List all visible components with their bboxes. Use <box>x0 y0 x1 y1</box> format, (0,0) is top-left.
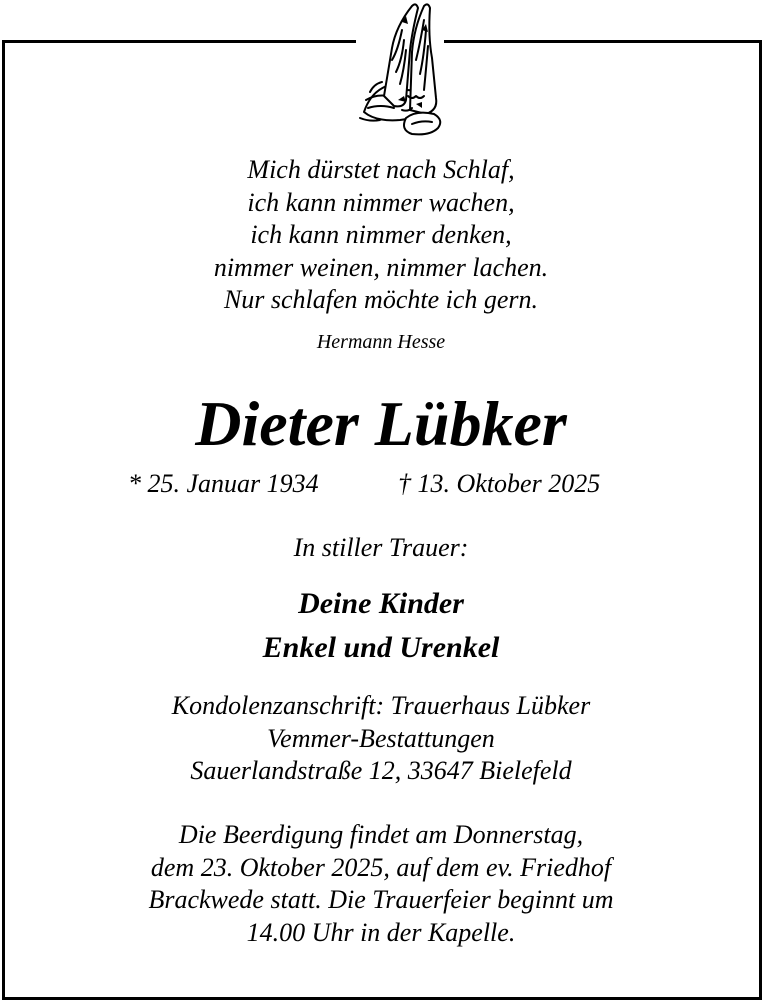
funeral-line: Die Beerdigung findet am Donnerstag, <box>178 820 584 849</box>
mourning-intro: In stiller Trauer: <box>293 533 469 562</box>
funeral-line: Brackwede statt. Die Trauerfeier beginnt um <box>148 885 614 914</box>
poem-line: ich kann nimmer wachen, <box>247 187 515 217</box>
praying-hands-icon <box>356 0 444 140</box>
address-line: Sauerlandstraße 12, 33647 Bielefeld <box>190 756 572 785</box>
poem-line: Nur schlafen möchte ich gern. <box>223 285 539 314</box>
condolence-address <box>0 690 762 788</box>
address-line: Kondolenzanschrift: Trauerhaus Lübker <box>171 691 591 720</box>
poem <box>0 154 762 317</box>
address-line: Vemmer-Bestattungen <box>267 723 495 753</box>
mourner-line: Deine Kinder <box>298 587 464 620</box>
deceased-name: Dieter Lübker <box>195 388 567 459</box>
poem-author: Hermann Hesse <box>316 331 446 353</box>
poem-line: ich kann nimmer denken, <box>250 220 512 249</box>
mourner-line: Enkel und Urenkel <box>262 631 500 664</box>
poem-line: nimmer weinen, nimmer lachen. <box>213 252 549 282</box>
funeral-notice <box>0 819 762 949</box>
poem-line: Mich dürstet nach Schlaf, <box>247 155 515 184</box>
funeral-line: 14.00 Uhr in der Kapelle. <box>246 917 516 947</box>
death-date: † 13. Oktober 2025 <box>398 469 601 498</box>
birth-date: * 25. Januar 1934 <box>128 469 319 498</box>
mourners <box>0 582 762 670</box>
funeral-line: dem 23. Oktober 2025, auf dem ev. Friedhof <box>150 852 612 882</box>
